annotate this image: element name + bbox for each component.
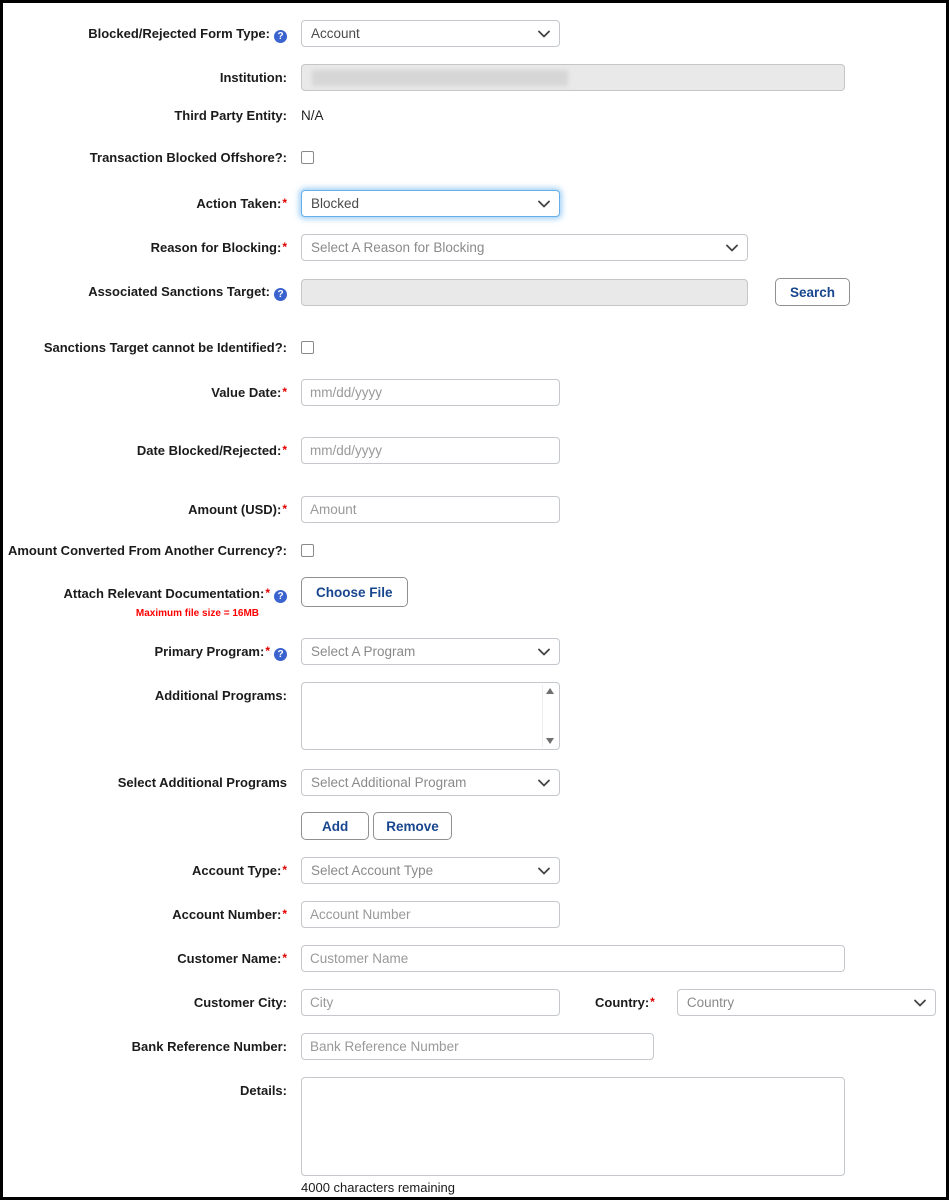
form-row-primary-program [3, 638, 946, 665]
form-row-third-party [3, 107, 946, 124]
offshore-label: Transaction Blocked Offshore?: [89, 150, 287, 165]
search-button[interactable]: Search [775, 278, 850, 306]
form-row-reason [3, 234, 946, 261]
help-icon[interactable]: ? [274, 288, 287, 301]
form-type-value: Account [311, 26, 360, 41]
target-unidentified-label: Sanctions Target cannot be Identified?: [43, 340, 287, 355]
required-marker: * [282, 907, 287, 921]
form-row-select-additional [3, 769, 946, 796]
country-label: Country: [595, 995, 650, 1010]
form-type-select[interactable] [301, 20, 560, 47]
assoc-target-label: Associated Sanctions Target: [88, 284, 270, 299]
account-type-value: Select Account Type [311, 863, 434, 878]
help-icon[interactable]: ? [274, 648, 287, 661]
date-blocked-input[interactable] [301, 437, 560, 464]
help-icon[interactable]: ? [274, 30, 287, 43]
account-number-label: Account Number: [172, 907, 282, 922]
customer-city-input[interactable] [301, 989, 560, 1016]
date-blocked-label: Date Blocked/Rejected: [136, 443, 282, 458]
primary-program-value: Select A Program [311, 644, 416, 659]
form-row-add-remove [3, 812, 946, 840]
amount-converted-label: Amount Converted From Another Currency?: [7, 543, 287, 558]
customer-name-label: Customer Name: [177, 951, 282, 966]
form-row-customer-name [3, 945, 946, 972]
listbox-scrollbar[interactable] [542, 685, 557, 747]
action-taken-label: Action Taken: [196, 196, 282, 211]
attach-label: Attach Relevant Documentation: [63, 586, 265, 601]
chevron-down-icon [914, 999, 926, 1007]
form-row-target-unidentified [3, 339, 946, 356]
details-textarea[interactable] [301, 1077, 845, 1176]
institution-field [301, 64, 845, 91]
characters-remaining: 4000 characters remaining [301, 1180, 455, 1195]
action-taken-value: Blocked [311, 196, 360, 211]
required-marker: * [282, 863, 287, 877]
required-marker: * [282, 240, 287, 254]
primary-program-select[interactable] [301, 638, 560, 665]
required-marker: * [650, 995, 655, 1009]
max-file-size-note: Maximum file size = 16MB [135, 608, 259, 619]
form-row-attach [3, 577, 946, 622]
offshore-checkbox[interactable] [301, 151, 314, 164]
chevron-down-icon [538, 30, 550, 38]
required-marker: * [282, 196, 287, 210]
chevron-down-icon [726, 244, 738, 252]
assoc-target-field [301, 279, 748, 306]
add-button[interactable]: Add [301, 812, 369, 840]
target-unidentified-checkbox[interactable] [301, 341, 314, 354]
remove-button[interactable]: Remove [373, 812, 452, 840]
required-marker: * [282, 385, 287, 399]
account-number-input[interactable] [301, 901, 560, 928]
reason-value: Select A Reason for Blocking [311, 240, 485, 255]
primary-program-label: Primary Program: [154, 643, 265, 659]
form-row-account-type [3, 857, 946, 884]
third-party-label: Third Party Entity: [174, 108, 287, 123]
scroll-down-icon[interactable] [546, 738, 554, 744]
additional-programs-listbox[interactable] [301, 682, 560, 750]
form-row-institution [3, 64, 946, 91]
required-marker: * [265, 643, 270, 658]
form-row-city-country [3, 989, 946, 1016]
select-additional-label: Select Additional Programs [117, 775, 287, 790]
amount-label: Amount (USD): [188, 502, 282, 517]
help-icon[interactable]: ? [274, 590, 287, 603]
bank-ref-label: Bank Reference Number: [131, 1039, 287, 1054]
required-marker: * [282, 951, 287, 965]
required-marker: * [282, 443, 287, 457]
choose-file-button[interactable]: Choose File [301, 577, 408, 607]
account-type-label: Account Type: [192, 863, 282, 878]
required-marker: * [282, 502, 287, 516]
form-row-offshore [3, 149, 946, 166]
form-row-additional-programs [3, 682, 946, 750]
select-additional-value: Select Additional Program [311, 775, 467, 790]
amount-converted-checkbox[interactable] [301, 544, 314, 557]
customer-name-input[interactable] [301, 945, 845, 972]
customer-city-label: Customer City: [193, 995, 287, 1010]
form-row-bank-ref [3, 1033, 946, 1060]
form-row-amount [3, 496, 946, 523]
institution-label: Institution: [219, 70, 287, 85]
form-type-label: Blocked/Rejected Form Type: [88, 25, 270, 41]
details-label: Details: [240, 1083, 287, 1098]
scroll-up-icon[interactable] [546, 688, 554, 694]
chevron-down-icon [538, 200, 550, 208]
form-row-assoc-target [3, 278, 946, 306]
chevron-down-icon [538, 779, 550, 787]
country-select[interactable] [677, 989, 936, 1016]
form-row-form-type [3, 20, 946, 47]
third-party-value: N/A [301, 108, 324, 123]
value-date-label: Value Date: [211, 385, 282, 400]
form-row-account-number [3, 901, 946, 928]
form-row-value-date [3, 379, 946, 406]
form-row-details [3, 1077, 946, 1195]
action-taken-select[interactable] [301, 190, 560, 217]
value-date-input[interactable] [301, 379, 560, 406]
required-marker: * [265, 586, 270, 600]
additional-programs-label: Additional Programs: [154, 688, 287, 703]
form-row-action-taken [3, 190, 946, 217]
form-row-amount-converted [3, 542, 946, 559]
amount-input[interactable] [301, 496, 560, 523]
form-row-date-blocked [3, 437, 946, 464]
country-value: Country [686, 995, 735, 1010]
reason-label: Reason for Blocking: [150, 240, 282, 255]
bank-ref-input[interactable] [301, 1033, 654, 1060]
redacted-text [312, 70, 568, 86]
chevron-down-icon [538, 867, 550, 875]
reason-select[interactable] [301, 234, 748, 261]
select-additional-select[interactable] [301, 769, 560, 796]
account-type-select[interactable] [301, 857, 560, 884]
chevron-down-icon [538, 648, 550, 656]
